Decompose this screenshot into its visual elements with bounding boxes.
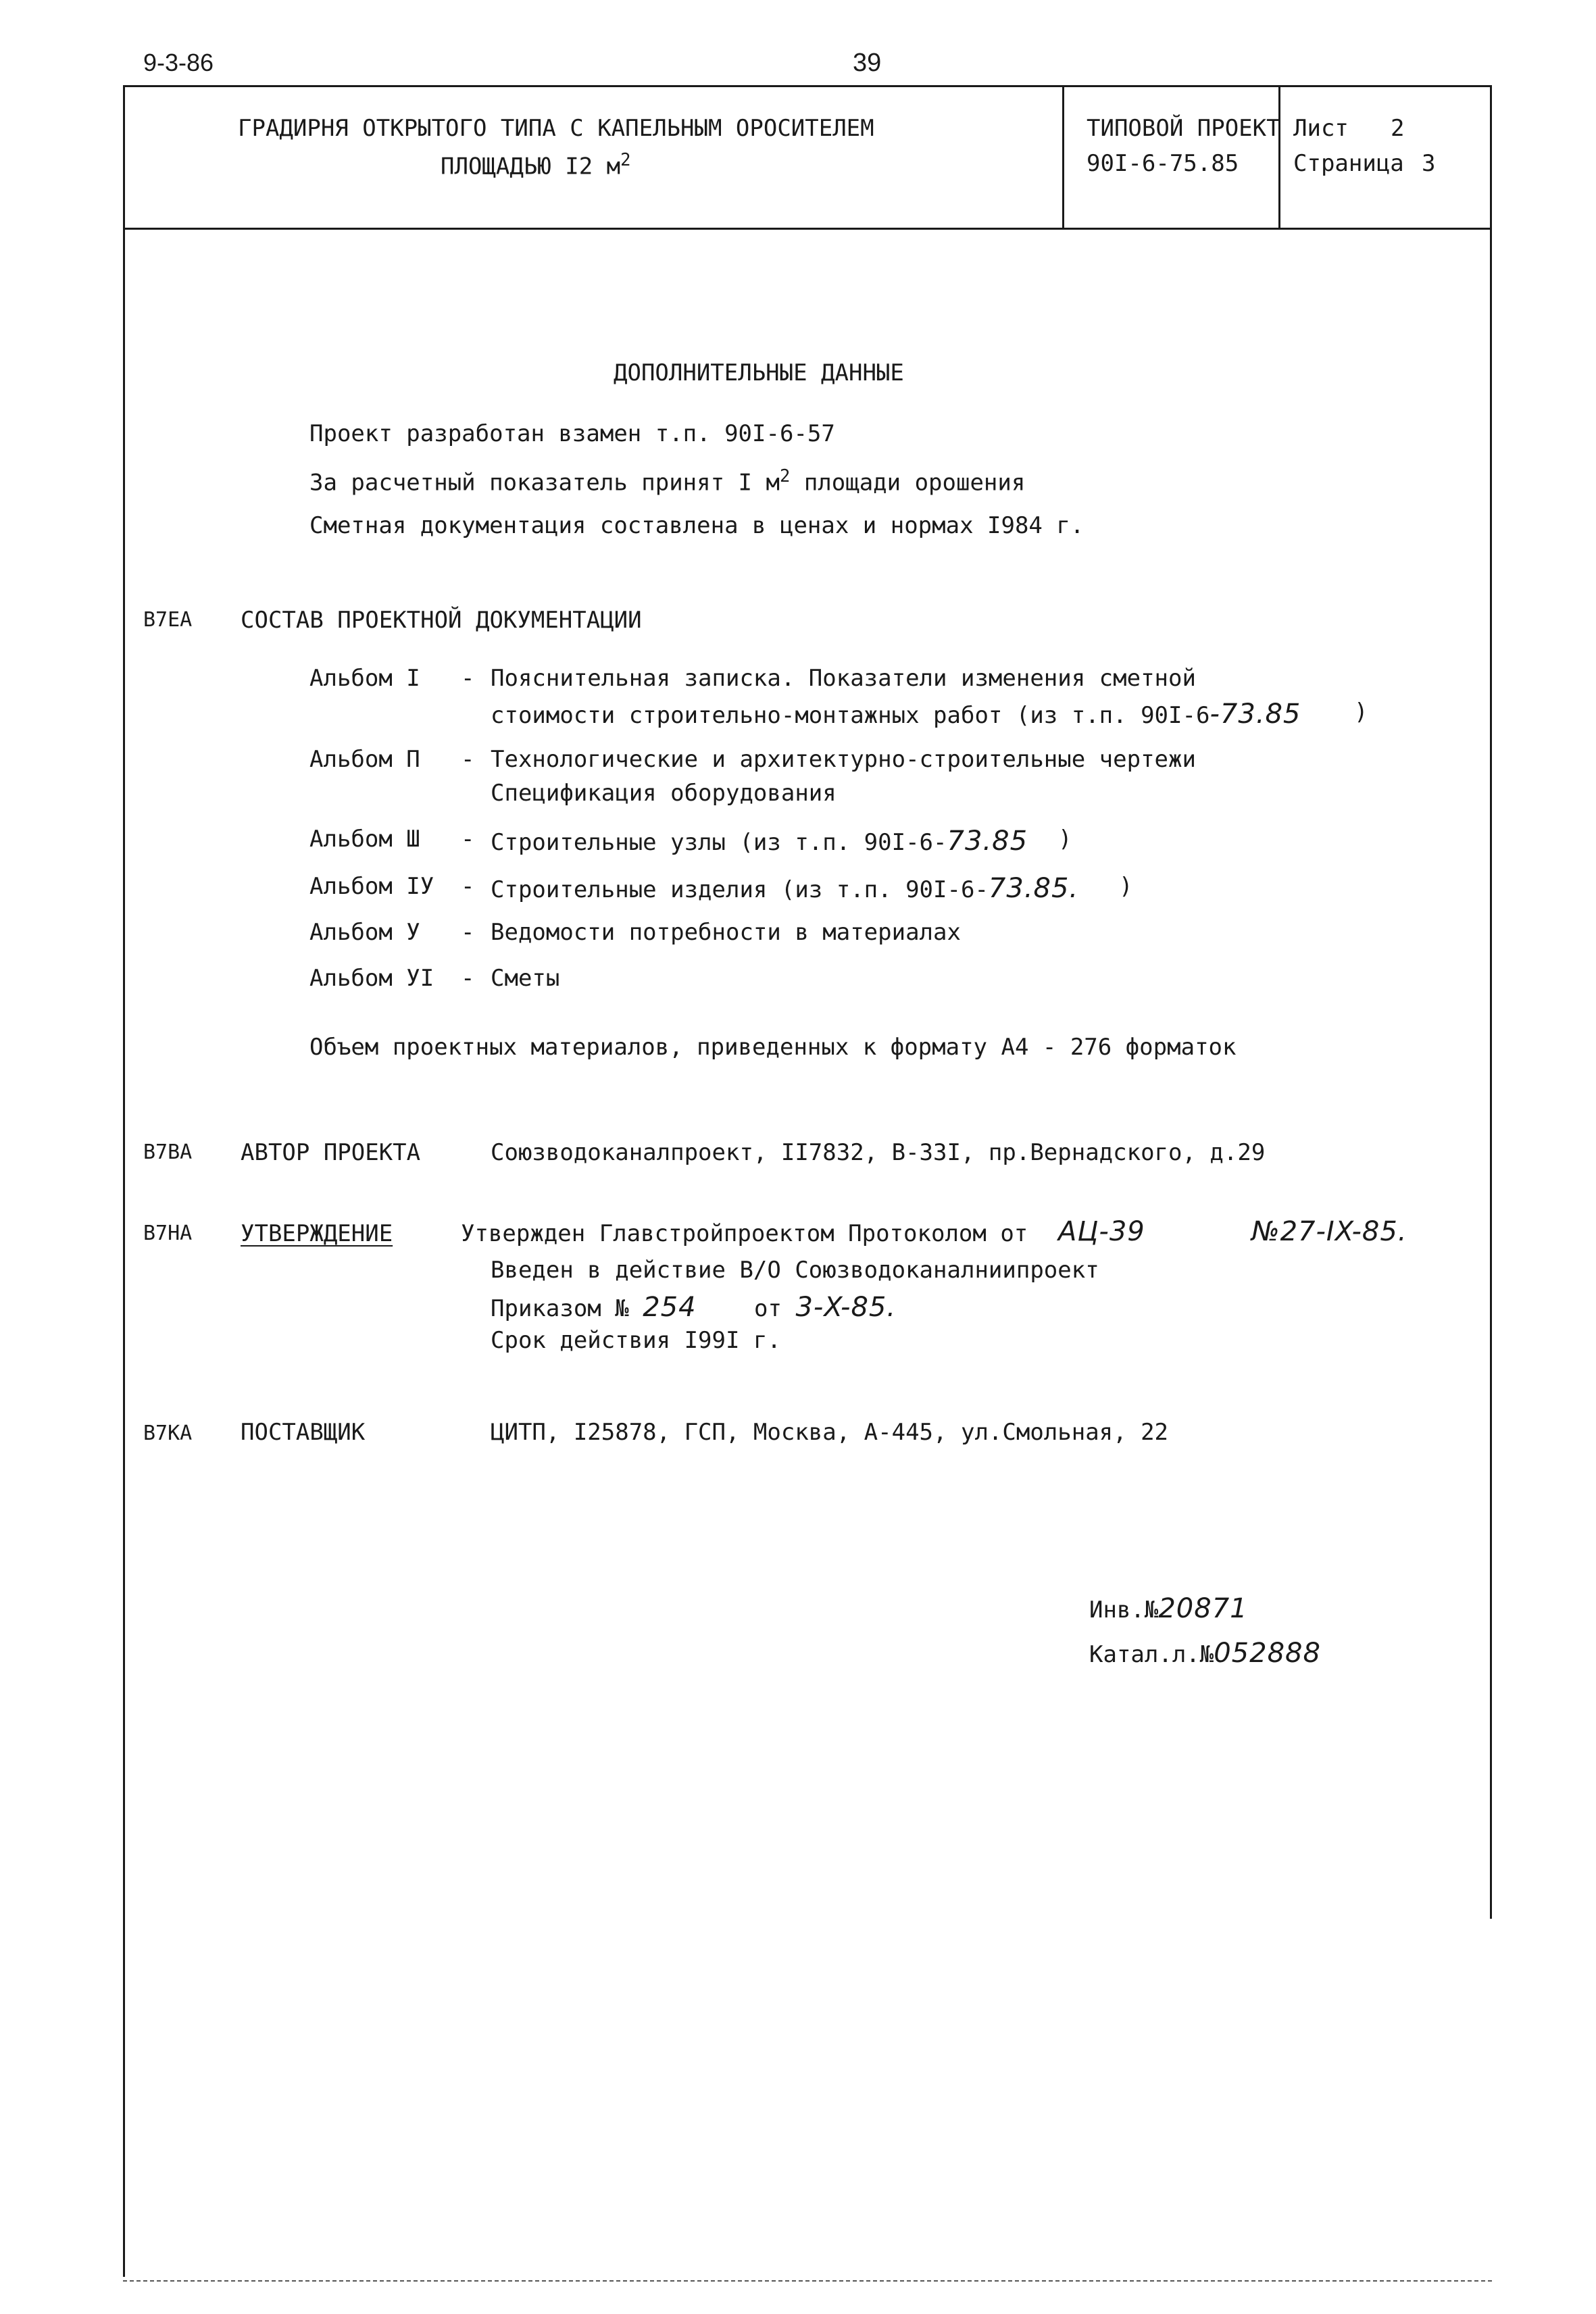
album-6-dash: -	[461, 965, 475, 992]
author-label: АВТОР ПРОЕКТА	[241, 1139, 421, 1166]
album-2-text-2: Спецификация оборудования	[491, 780, 837, 807]
additional-line-1: Проект разработан взамен т.п. 90I-6-57	[309, 420, 835, 447]
author-code: В7ВА	[143, 1140, 193, 1164]
header-title-line1: ГРАДИРНЯ ОТКРЫТОГО ТИПА С КАПЕЛЬНЫМ ОРОСИТЕЛЕМ	[238, 115, 874, 142]
page-right-border	[1490, 230, 1492, 1919]
album-4-text-1: Строительные изделия (из т.п. 90I-6-73.85.	[491, 873, 1079, 904]
album-3-text-1: Строительные узлы (из т.п. 90I-6-73.85	[491, 826, 1028, 857]
volume-text: Объем проектных материалов, приведенных к формату А4 - 276 форматок	[309, 1034, 1237, 1061]
album-5-text-1: Ведомости потребности в материалах	[491, 919, 961, 946]
doc-code: 9-3-86	[143, 49, 214, 76]
additional-heading: ДОПОЛНИТЕЛЬНЫЕ ДАННЫЕ	[614, 359, 904, 386]
supplier-code: В7КА	[143, 1422, 193, 1445]
album-5-dash: -	[461, 919, 475, 946]
album-2-label: Альбом П	[309, 746, 420, 773]
album-2-dash: -	[461, 746, 475, 773]
album-4-close: )	[1119, 873, 1133, 900]
page-left-border	[123, 230, 125, 2277]
supplier-label: ПОСТАВЩИК	[241, 1419, 366, 1446]
approval-line-4: Срок действия I99I г.	[491, 1327, 781, 1354]
sheet-label: Лист	[1293, 115, 1349, 142]
project-label: ТИПОВОЙ ПРОЕКТ	[1087, 115, 1280, 142]
album-1-close: )	[1354, 699, 1368, 726]
author-value: Союзводоканалпроект, II7832, В-33I, пр.Вернадского, д.29	[491, 1139, 1266, 1166]
approval-protocol-number: АЦ-39	[1058, 1216, 1145, 1247]
album-4-dash: -	[461, 873, 475, 900]
approval-line-1: Утвержден Главстройпроектом Протоколом от	[461, 1220, 1028, 1247]
additional-line-2: За расчетный показатель принят I $м^2$ площади орошения	[309, 466, 1026, 497]
page-value: 3	[1422, 150, 1436, 177]
header-divider-1	[1062, 85, 1064, 230]
album-5-label: Альбом У	[309, 919, 420, 946]
album-3-dash: -	[461, 826, 475, 853]
additional-line-3: Сметная документация составлена в ценах и нормах I984 г.	[309, 512, 1084, 539]
header-left-border	[123, 85, 125, 230]
album-1-dash: -	[461, 665, 475, 692]
album-1-label: Альбом I	[309, 665, 420, 692]
approval-line-3: Приказом № 254	[491, 1292, 697, 1323]
page-number: 39	[853, 49, 882, 77]
approval-line-3-mid: от 3-X-85.	[754, 1292, 897, 1323]
catalog-number: Катал.л.№052888	[1089, 1638, 1321, 1669]
supplier-value: ЦИТП, I25878, ГСП, Москва, А-445, ул.Смольная, 22	[491, 1419, 1169, 1446]
page-bottom-border	[123, 2280, 1492, 2282]
header-right-border	[1490, 85, 1492, 230]
album-6-text-1: Сметы	[491, 965, 560, 992]
header-bottom-border	[123, 228, 1492, 230]
approval-code: В7НА	[143, 1222, 193, 1245]
composition-code: В7ЕА	[143, 608, 193, 632]
approval-protocol-date: №27-IX-85.	[1251, 1216, 1407, 1247]
header-title-line2: ПЛОЩАДЬЮ I2 $м^2$	[441, 150, 631, 180]
approval-line-2: Введен в действие В/О Союзводоканалниипроект	[491, 1257, 1099, 1284]
approval-label: УТВЕРЖДЕНИЕ	[241, 1220, 393, 1247]
album-6-label: Альбом УI	[309, 965, 434, 992]
album-1-text-2: стоимости строительно-монтажных работ (из т.п. 90I-6-73.85	[491, 699, 1301, 730]
project-number: 90I-6-75.85	[1087, 150, 1239, 177]
page-label: Страница	[1293, 150, 1404, 177]
header-top-border	[123, 85, 1492, 87]
inventory-number: Инв.№20871	[1089, 1593, 1248, 1624]
album-4-label: Альбом IУ	[309, 873, 434, 900]
album-3-close: )	[1058, 826, 1072, 853]
album-1-text-1: Пояснительная записка. Показатели изменения сметной	[491, 665, 1196, 692]
composition-heading: СОСТАВ ПРОЕКТНОЙ ДОКУМЕНТАЦИИ	[241, 607, 642, 634]
album-2-text-1: Технологические и архитектурно-строительные чертежи	[491, 746, 1196, 773]
header-divider-2	[1278, 85, 1280, 230]
sheet-value: 2	[1391, 115, 1405, 142]
album-3-label: Альбом Ш	[309, 826, 420, 853]
